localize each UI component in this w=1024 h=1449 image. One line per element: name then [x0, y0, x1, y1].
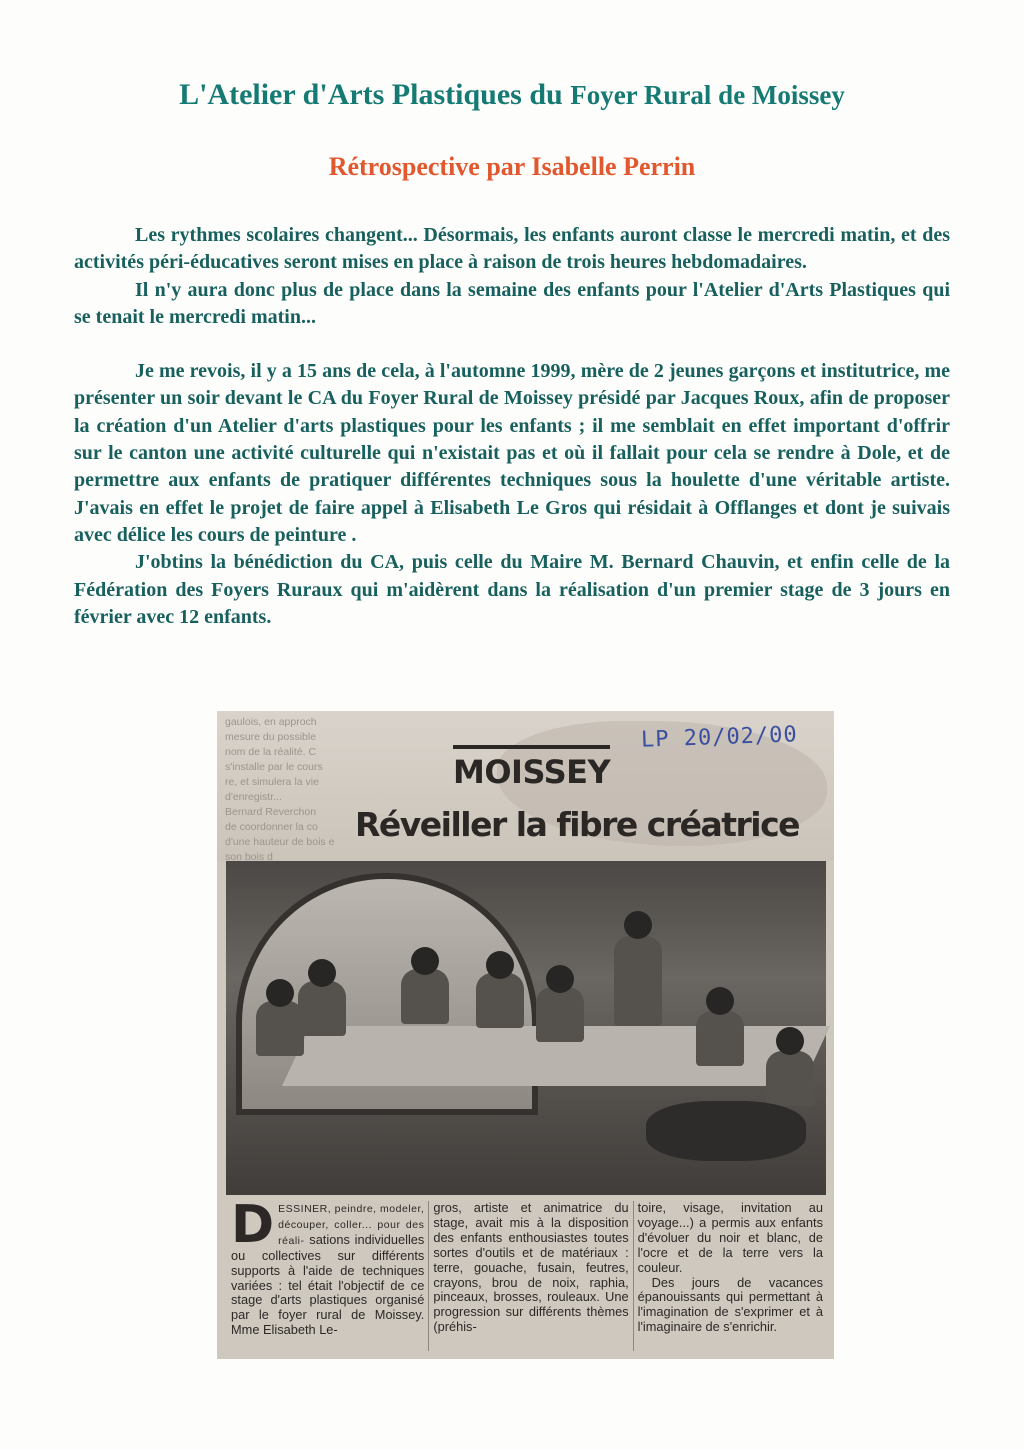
dropcap-letter: D — [231, 1195, 275, 1255]
photo-child-head — [411, 947, 439, 975]
faded-line: de coordonner la co — [225, 821, 318, 833]
clipping-column-2: gros, artiste et animatrice du stage, avait mis à la disposition des enfants enthousiastes toutes sortes d'outils et de matériaux : terre, gouache, fusain, feutres, crayons, brou de noix, raphia, pinceaux, brosses, rouleaux. Une progression sur différents thèmes (préhis- — [428, 1201, 632, 1351]
photo-child — [256, 1001, 304, 1056]
photo-child-head — [266, 979, 294, 1007]
column-1-text: sations individuelles ou collectives sur différents supports à l'aide de techniques variées : tel était l'objectif de ce stage d'arts plastiques organisé par le foyer rural de Moissey. Mme Elisabeth Le- — [231, 1231, 425, 1338]
photo-child-head — [308, 959, 336, 987]
faded-line: Bernard Reverchon — [225, 806, 317, 818]
photo-child-head — [546, 965, 574, 993]
clipping-column-3 — [633, 1201, 827, 1351]
photo-child-head — [486, 951, 514, 979]
clipping-article — [227, 1195, 827, 1351]
photo-adult-head — [624, 911, 652, 939]
title-part-2: Foyer Rural de Moissey — [570, 80, 845, 110]
page-title — [0, 78, 1024, 112]
paragraph-2: Il n'y aura donc plus de place dans la semaine des enfants pour l'Atelier d'Arts Plastiques qui se tenait le mercredi matin... — [74, 278, 950, 328]
column-3-paragraph-1: toire, visage, invitation au voyage...) a permis aux enfants d'évoluer du noir et blanc, de l'ocre et de la terre vers la couleur. — [637, 1200, 823, 1275]
photo-child — [696, 1011, 744, 1066]
faded-line: mesure du possible — [225, 731, 317, 743]
column-1-lead: ESSINER, peindre, modeler, découper, coller... pour des réali- — [278, 1203, 425, 1247]
faded-line: s'installe par le cours — [225, 761, 323, 773]
article-body — [74, 222, 950, 631]
column-3-paragraph-2: Des jours de vacances épanouissants qui permettant à l'imagination de s'exprimer et à l'imaginaire de s'enrichir. — [637, 1274, 823, 1335]
faded-line: re, et simulera la vie — [225, 776, 319, 788]
faded-line: son bois d — [225, 851, 273, 861]
faded-line: nom de la réalité. C — [225, 746, 317, 758]
handwritten-date-note: LP 20/02/00 — [640, 722, 799, 753]
faded-line: gaulois, en approch — [225, 716, 317, 728]
clipping-headline: Réveiller la fibre créatrice — [355, 805, 800, 844]
paragraph-3: Je me revois, il y a 15 ans de cela, à l'automne 1999, mère de 2 jeunes garçons et institutrice, me présenter un soir devant le CA du Foyer Rural de Moissey présidé par Jacques Roux, afin de proposer la création d'un Atelier d'arts plastiques pour les enfants ; il me semblait en effet important d'offrir sur le canton une activité culturelle qui n'existait pas et où il fallait pour cela se rendre à Dole, et de permettre aux enfants de pratiquer différentes techniques sous la houlette d'une véritable artiste. J'avais en effet le projet de faire appel à Elisabeth Le Gros qui résidait à Offlanges et dont je suivais avec délice les cours de peinture . — [74, 360, 950, 546]
paragraph-4: J'obtins la bénédiction du CA, puis celle du Maire M. Bernard Chauvin, et enfin celle de la Fédération des Foyers Ruraux qui m'aidèrent dans la réalisation d'un premier stage de 3 jours en février avec 12 enfants. — [74, 551, 950, 628]
newspaper-clipping — [217, 711, 834, 1359]
clipping-column-1 — [227, 1195, 428, 1351]
photo-child-head — [776, 1027, 804, 1055]
photo-child — [476, 973, 524, 1028]
photo-child — [298, 981, 346, 1036]
photo-adult — [614, 936, 662, 1026]
clipping-section-label: MOISSEY — [453, 745, 610, 791]
photo-child — [766, 1051, 814, 1106]
photo-child-head — [706, 987, 734, 1015]
page-subtitle: Rétrospective par Isabelle Perrin — [328, 152, 696, 181]
photo-child — [401, 969, 449, 1024]
faded-line: d'une hauteur de bois e — [225, 836, 335, 848]
photo-child — [536, 987, 584, 1042]
faded-line: d'enregistr... — [225, 791, 282, 803]
paragraph-1: Les rythmes scolaires changent... Désormais, les enfants auront classe le mercredi matin, et des activités péri-éducatives seront mises en place à raison de trois heures hebdomadaires. — [74, 224, 950, 274]
clipping-faded-text — [225, 715, 340, 861]
title-part-1: L'Atelier d'Arts Plastiques du — [179, 78, 563, 111]
photo-painting — [646, 1101, 806, 1161]
clipping-photo — [226, 861, 826, 1195]
